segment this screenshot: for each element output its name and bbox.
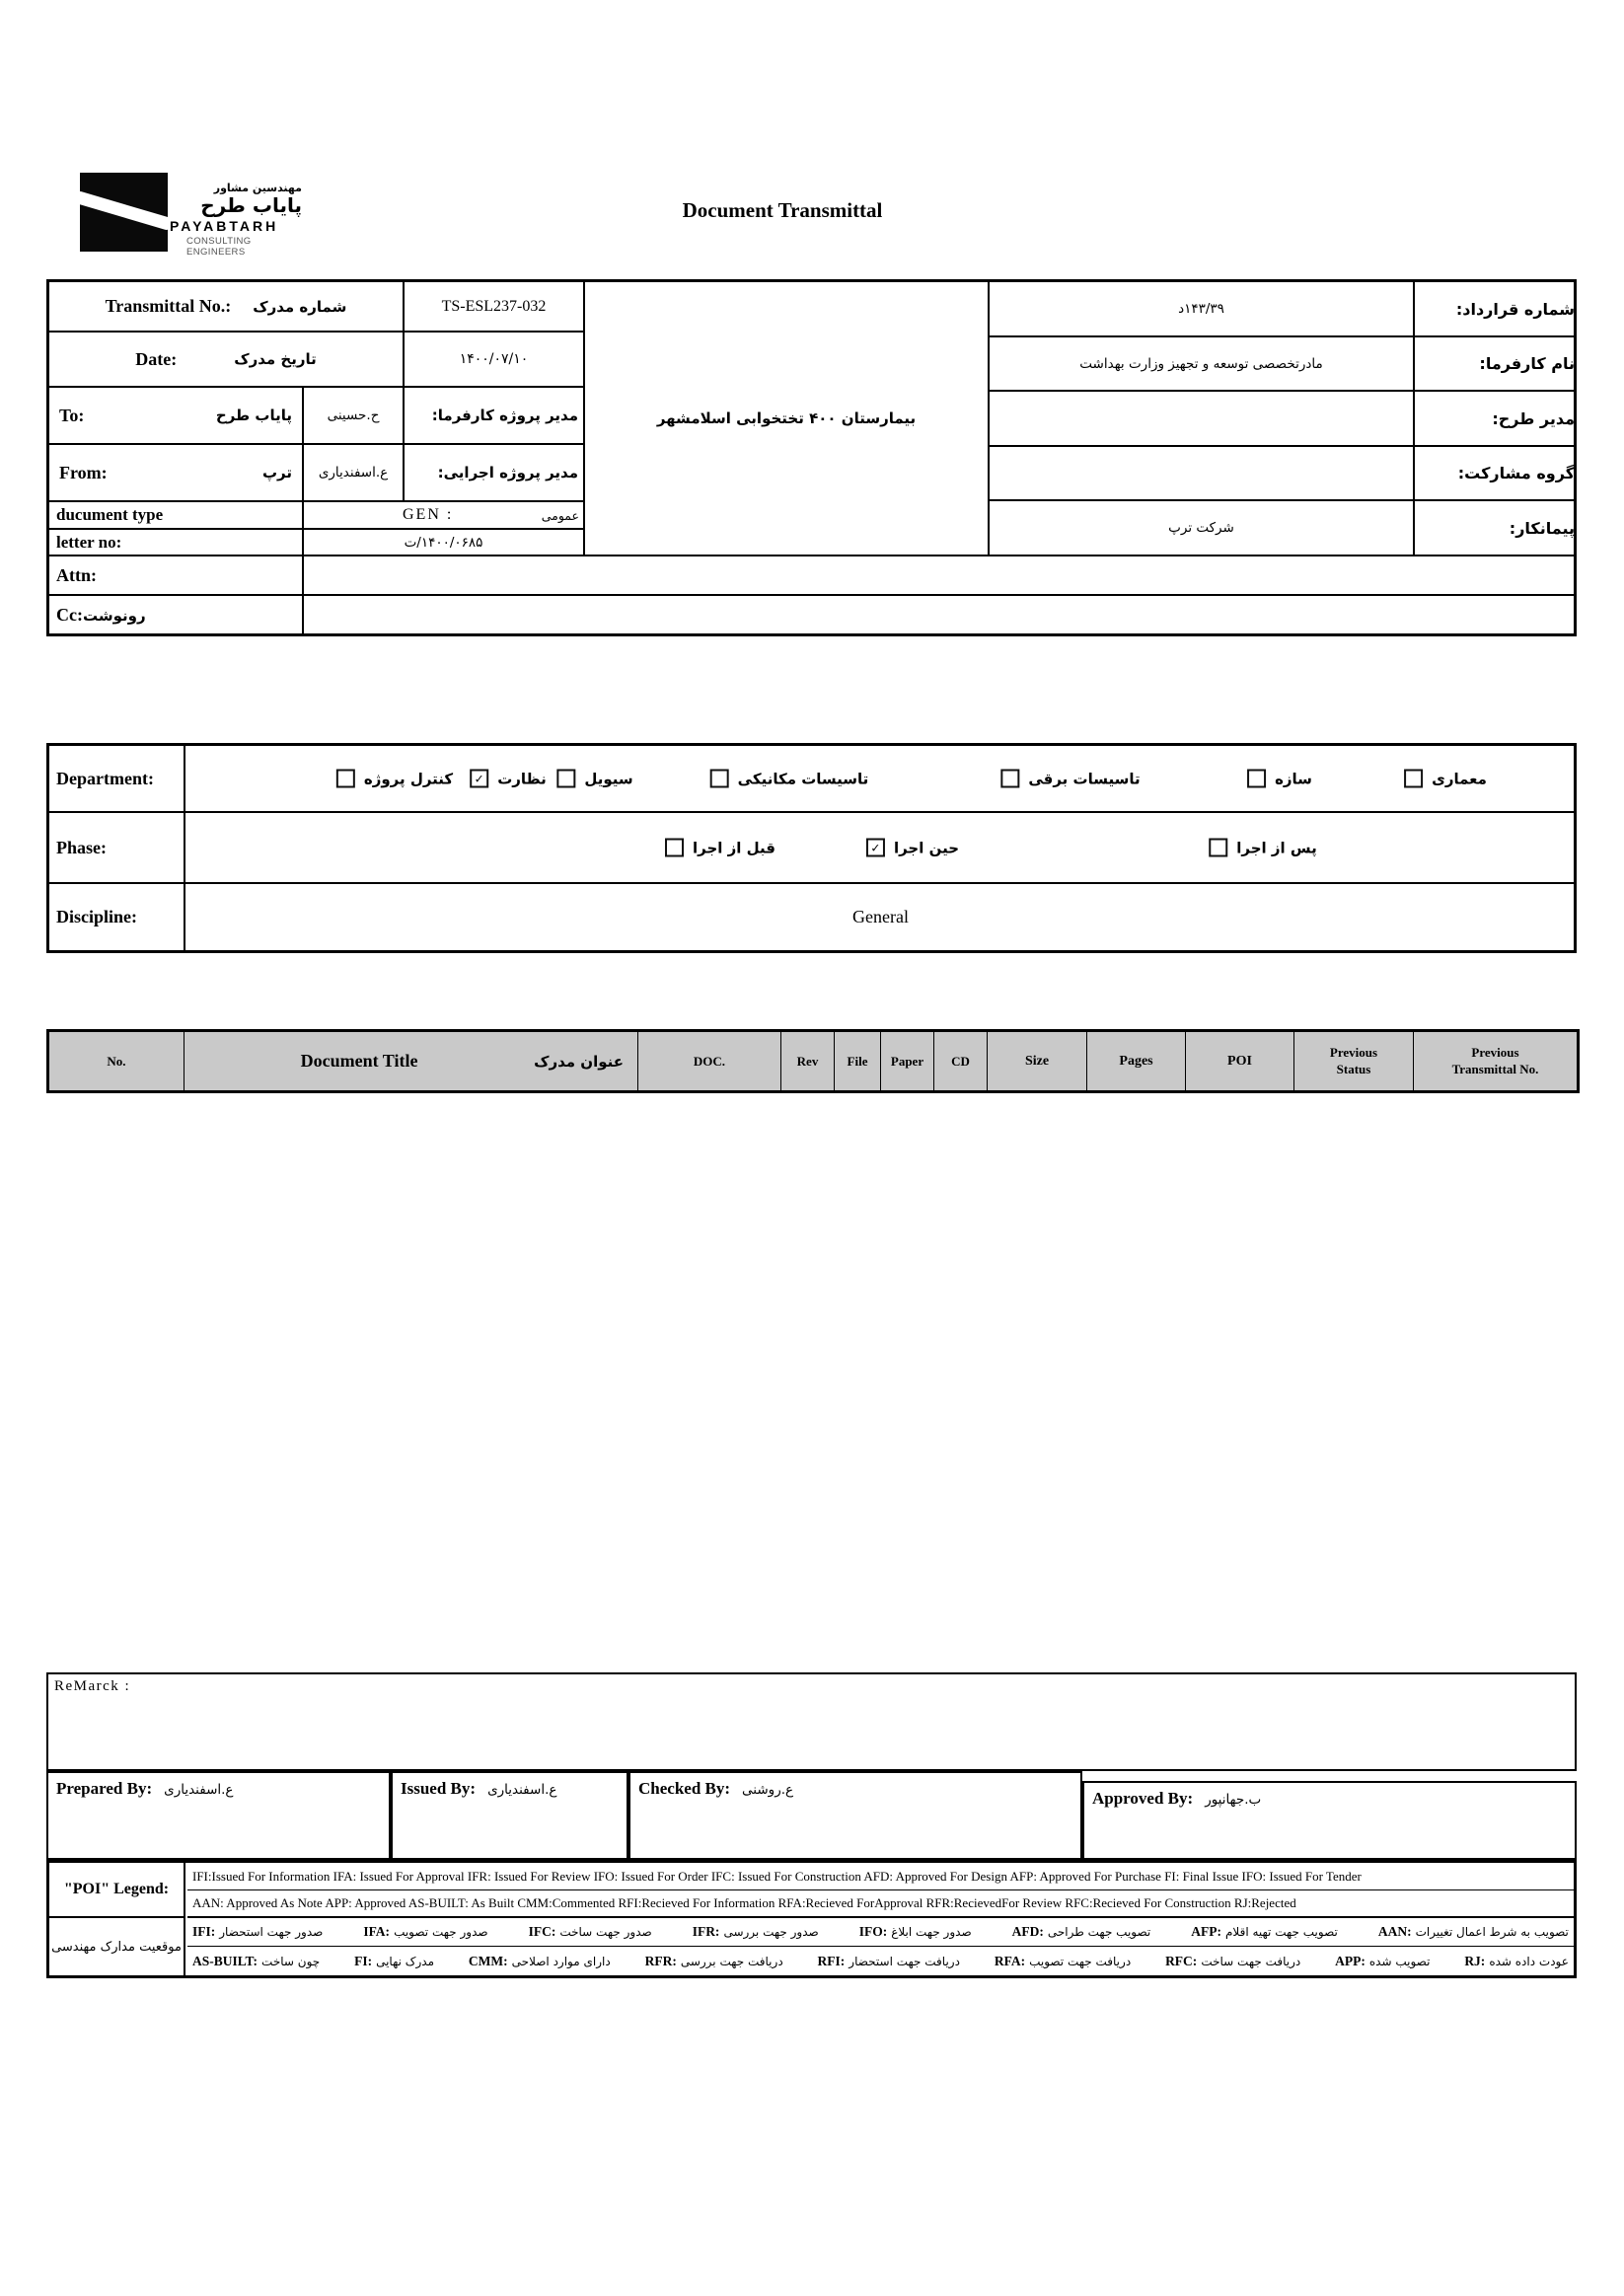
legend-entry-code: IFR: bbox=[692, 1924, 720, 1939]
legend-entry bbox=[645, 1954, 783, 1969]
to-cell bbox=[49, 388, 304, 445]
cc-label-en: Cc: bbox=[56, 605, 83, 625]
legend-entry bbox=[1191, 1924, 1338, 1940]
legend-entry bbox=[192, 1924, 323, 1940]
legend-entry-code: RFI: bbox=[817, 1954, 846, 1968]
col-previous-transmittal: Previous Transmittal No. bbox=[1414, 1031, 1579, 1092]
col-doc: DOC. bbox=[638, 1031, 781, 1092]
from-label: From: bbox=[59, 462, 108, 482]
company-brand bbox=[170, 182, 302, 258]
department-option-label: سازه bbox=[1275, 770, 1312, 787]
cc-value[interactable] bbox=[304, 596, 1575, 634]
department-checkbox[interactable] bbox=[1404, 770, 1423, 788]
doc-status-label-fa: موقعیت مدارک مهندسی bbox=[51, 1939, 182, 1955]
phase-options bbox=[187, 813, 1574, 882]
doctype-value: GEN : bbox=[403, 506, 454, 523]
issued-by-name: ع.اسفندیاری bbox=[487, 1782, 557, 1798]
legend-entry bbox=[469, 1954, 611, 1969]
discipline-label: Discipline: bbox=[49, 884, 185, 950]
brand-fa-name: پایاب طرح bbox=[200, 193, 302, 217]
legend-line1: IFI:Issued For Information IFA: Issued For Approval IFR: Issued For Review IFO: Issued For Order IFC: Issued For Construction AFD: Approved For Design AFP: Approved For Purchase FI: Final Issue IFO: Issued For Tender bbox=[187, 1863, 1574, 1890]
department-checkbox[interactable] bbox=[556, 770, 575, 788]
legend-entry-text-fa: صدور جهت ساخت bbox=[559, 1925, 652, 1939]
contract-row-value: شرکت ترپ bbox=[990, 501, 1415, 556]
department-option-label: نظارت bbox=[497, 770, 547, 787]
legend-entry-text-fa: صدور جهت بررسی bbox=[723, 1925, 819, 1939]
legend-lines bbox=[187, 1863, 1574, 1975]
legend-entry bbox=[192, 1954, 320, 1969]
col-no: No. bbox=[48, 1031, 185, 1092]
col-cd: CD bbox=[934, 1031, 988, 1092]
exec-pm-name: ع.اسفندیاری bbox=[304, 445, 405, 502]
discipline-value: General bbox=[852, 907, 909, 926]
approved-by-label: Approved By: bbox=[1092, 1789, 1194, 1808]
legend-entry-code: CMM: bbox=[468, 1954, 508, 1968]
legend-entry-code: IFO: bbox=[858, 1924, 888, 1939]
legend-entry bbox=[529, 1924, 652, 1940]
checked-by-label: Checked By: bbox=[638, 1779, 731, 1798]
department-option[interactable] bbox=[710, 770, 869, 788]
col-rev: Rev bbox=[781, 1031, 835, 1092]
department-row bbox=[49, 746, 1574, 813]
legend-entry-text-fa: عودت داده شده bbox=[1489, 1955, 1569, 1968]
checked-by-box bbox=[628, 1771, 1082, 1860]
attn-value[interactable] bbox=[304, 556, 1575, 596]
legend-entry-code: RFR: bbox=[644, 1954, 677, 1968]
transmittal-no-value: TS-ESL237-032 bbox=[405, 282, 585, 333]
exec-pm-role: مدیر پروژه اجرایی: bbox=[405, 445, 585, 502]
legend-entry bbox=[1378, 1924, 1569, 1940]
doctype-value-fa: عمومی bbox=[541, 507, 579, 523]
department-option[interactable] bbox=[470, 770, 547, 788]
discipline-row bbox=[49, 884, 1574, 950]
legend-entry-text-fa: صدور جهت ابلاغ bbox=[891, 1925, 972, 1939]
contract-row-label: گروه مشارکت: bbox=[1415, 447, 1575, 501]
legend-entry-text-fa: چون ساخت bbox=[261, 1955, 321, 1968]
department-label: Department: bbox=[49, 746, 185, 811]
doctype-label: ducument type bbox=[49, 502, 304, 530]
col-poi: POI bbox=[1186, 1031, 1294, 1092]
date-label-cell bbox=[49, 333, 405, 388]
contract-row-value bbox=[990, 392, 1415, 447]
department-option-label: کنترل پروژه bbox=[363, 770, 454, 787]
doctype-value-cell bbox=[304, 502, 585, 530]
phase-checkbox[interactable]: ✓ bbox=[866, 839, 885, 857]
department-checkbox[interactable] bbox=[1247, 770, 1266, 788]
phase-option[interactable] bbox=[1209, 839, 1316, 857]
poi-legend-label: "POI" Legend: bbox=[49, 1863, 184, 1918]
to-label: To: bbox=[59, 405, 85, 425]
company-logo-icon bbox=[80, 173, 168, 252]
table-header-row bbox=[48, 1031, 1579, 1092]
legend-entry-code: IFC: bbox=[528, 1924, 556, 1939]
phase-checkbox[interactable] bbox=[1209, 839, 1227, 857]
phase-option[interactable] bbox=[665, 839, 775, 857]
legend-line3-fa bbox=[187, 1918, 1574, 1947]
department-option-label: تاسیسات مکانیکی bbox=[737, 770, 869, 787]
checked-by-name: ع.روشنی bbox=[742, 1782, 794, 1798]
legend-entry-code: AS-BUILT: bbox=[192, 1954, 258, 1968]
legend-entry bbox=[1464, 1954, 1569, 1969]
legend-entry-code: APP: bbox=[1335, 1954, 1366, 1968]
department-options bbox=[187, 746, 1574, 811]
client-pm-name: ح.حسینی bbox=[304, 388, 405, 445]
document-table bbox=[46, 1029, 1580, 1093]
header-table bbox=[46, 279, 1577, 636]
legend-entry-text-fa: تصویب جهت تهیه اقلام bbox=[1225, 1925, 1338, 1939]
legend-entry-code: RFA: bbox=[994, 1954, 1026, 1968]
legend-entry-code: RFC: bbox=[1165, 1954, 1198, 1968]
department-checkbox[interactable] bbox=[710, 770, 729, 788]
legend-entry-text-fa: تصویب جهت طراحی bbox=[1047, 1925, 1151, 1939]
from-value: ترپ bbox=[261, 464, 292, 481]
page-title: Document Transmittal bbox=[682, 198, 883, 222]
legend-entry-code: AAN: bbox=[1377, 1924, 1412, 1939]
client-pm-role: مدیر پروژه کارفرما: bbox=[405, 388, 585, 445]
remark-label: ReMarck : bbox=[54, 1678, 131, 1694]
legend-entry bbox=[818, 1954, 960, 1969]
contract-row-value: ۱۴۳/۳۹د bbox=[990, 282, 1415, 337]
cc-label-cell bbox=[49, 596, 304, 634]
legend-entry-text-fa: مدرک نهایی bbox=[376, 1955, 435, 1968]
legend-entry bbox=[354, 1954, 434, 1969]
approved-by-name: ب.جهانپور bbox=[1205, 1792, 1262, 1808]
legend-line2: AAN: Approved As Note APP: Approved AS-BUILT: As Built CMM:Commented RFI:Recieved For Information RFA:Recieved ForApproval RFR:RecievedFor Review RFC:Recieved For Construction RJ:Rejected bbox=[187, 1890, 1574, 1918]
col-size: Size bbox=[988, 1031, 1087, 1092]
legend-entry-text-fa: صدور جهت استحضار bbox=[219, 1925, 324, 1939]
col-file: File bbox=[835, 1031, 881, 1092]
brand-en-subtitle: CONSULTING ENGINEERS bbox=[186, 236, 252, 258]
remark-box[interactable] bbox=[46, 1672, 1577, 1771]
approved-by-box bbox=[1082, 1781, 1577, 1860]
legend-entry bbox=[693, 1924, 819, 1940]
department-option[interactable] bbox=[1247, 770, 1312, 788]
legend-entry-text-fa: صدور جهت تصویب bbox=[394, 1925, 488, 1939]
phase-checkbox[interactable] bbox=[665, 839, 684, 857]
department-option[interactable] bbox=[336, 770, 453, 788]
contract-row-label: مدیر طرح: bbox=[1415, 392, 1575, 447]
letter-no-value: ۱۴۰۰/۰۶۸۵/ت bbox=[304, 530, 585, 556]
prepared-by-box bbox=[46, 1771, 391, 1860]
transmittal-no-label-cell bbox=[49, 282, 405, 333]
legend-entry bbox=[1012, 1924, 1151, 1940]
legend-entry-code: FI: bbox=[354, 1954, 373, 1968]
logo-swoosh-icon bbox=[80, 189, 168, 231]
legend-entry-code: IFI: bbox=[192, 1924, 216, 1939]
letter-no-label: letter no: bbox=[49, 530, 304, 556]
contract-row-value: مادرتخصصی توسعه و تجهیز وزارت بهداشت bbox=[990, 337, 1415, 392]
issued-by-box bbox=[391, 1771, 628, 1860]
phase-option-label: پس از اجرا bbox=[1236, 839, 1317, 856]
department-option-label: معماری bbox=[1432, 770, 1487, 787]
department-checkbox[interactable] bbox=[336, 770, 355, 788]
from-cell bbox=[49, 445, 304, 502]
phase-row bbox=[49, 813, 1574, 884]
attn-label: Attn: bbox=[49, 556, 304, 596]
transmittal-no-label-fa: شماره مدرک bbox=[253, 297, 347, 316]
legend-entry bbox=[1165, 1954, 1300, 1969]
col-document-title-en: Document Title bbox=[300, 1051, 418, 1071]
phase-option-label: حین اجرا bbox=[893, 839, 960, 856]
legend-entry-text-fa: دریافت جهت ساخت bbox=[1201, 1955, 1301, 1968]
legend-entry bbox=[363, 1924, 487, 1940]
prepared-by-name: ع.اسفندیاری bbox=[164, 1782, 234, 1798]
contract-row-value bbox=[990, 447, 1415, 501]
department-option[interactable] bbox=[1404, 770, 1487, 788]
phase-label: Phase: bbox=[49, 813, 185, 882]
document-table-wrap bbox=[46, 1029, 1580, 1093]
legend-line4-fa bbox=[187, 1947, 1574, 1976]
to-value: پایاب طرح bbox=[215, 407, 292, 424]
col-pages: Pages bbox=[1087, 1031, 1186, 1092]
legend-entry-text-fa: تصویب به شرط اعمال تغییرات bbox=[1415, 1925, 1569, 1939]
transmittal-no-label-en: Transmittal No.: bbox=[105, 296, 232, 316]
department-checkbox[interactable] bbox=[1000, 770, 1019, 788]
contract-row-label: نام کارفرما: bbox=[1415, 337, 1575, 392]
col-document-title-fa: عنوان مدرک bbox=[534, 1052, 624, 1071]
legend-entry-text-fa: تصویب شده bbox=[1368, 1955, 1431, 1968]
department-option[interactable] bbox=[1000, 770, 1140, 788]
date-value: ۱۴۰۰/۰۷/۱۰ bbox=[405, 333, 585, 388]
phase-option[interactable] bbox=[866, 839, 959, 857]
legend-entry-code: IFA: bbox=[363, 1924, 391, 1939]
contract-row-label: شماره قرارداد: bbox=[1415, 282, 1575, 337]
legend-entry-text-fa: دارای موارد اصلاحی bbox=[511, 1955, 611, 1968]
legend-entry bbox=[1335, 1954, 1430, 1969]
legend-entry-text-fa: دریافت جهت بررسی bbox=[680, 1955, 783, 1968]
date-label-fa: تاریخ مدرک bbox=[234, 350, 317, 368]
department-option[interactable] bbox=[556, 770, 632, 788]
department-checkbox[interactable]: ✓ bbox=[470, 770, 488, 788]
brand-en-name: PAYABTARH bbox=[170, 218, 279, 234]
col-paper: Paper bbox=[881, 1031, 934, 1092]
legend-labels bbox=[49, 1863, 185, 1975]
legend-entry-code: AFD: bbox=[1011, 1924, 1044, 1939]
contract-info-block bbox=[990, 282, 1575, 556]
signatures-row bbox=[46, 1771, 1577, 1860]
legend-entry-text-fa: دریافت جهت استحضار bbox=[849, 1955, 960, 1968]
brand-fa-subtitle: مهندسین مشاور bbox=[213, 182, 302, 194]
poi-legend bbox=[46, 1860, 1577, 1978]
department-option-label: سیویل bbox=[584, 770, 633, 787]
legend-entry bbox=[995, 1954, 1131, 1969]
phase-option-label: قبل از اجرا bbox=[693, 839, 775, 856]
issued-by-label: Issued By: bbox=[401, 1779, 477, 1798]
cc-label-fa: رونوشت bbox=[82, 606, 146, 625]
date-label-en: Date: bbox=[135, 348, 178, 369]
contract-row-label: پیمانکار: bbox=[1415, 501, 1575, 556]
col-document-title bbox=[185, 1031, 638, 1092]
prepared-by-label: Prepared By: bbox=[56, 1779, 153, 1798]
department-option-label: تاسیسات برقی bbox=[1028, 770, 1141, 787]
legend-entry bbox=[859, 1924, 972, 1940]
col-previous-status: Previous Status bbox=[1294, 1031, 1414, 1092]
classification-table bbox=[46, 743, 1577, 953]
legend-entry-text-fa: دریافت جهت تصویب bbox=[1029, 1955, 1132, 1968]
project-name: بیمارستان ۴۰۰ تختخوابی اسلامشهر bbox=[585, 282, 990, 556]
legend-entry-code: AFP: bbox=[1191, 1924, 1221, 1939]
legend-entry-code: RJ: bbox=[1464, 1954, 1486, 1968]
